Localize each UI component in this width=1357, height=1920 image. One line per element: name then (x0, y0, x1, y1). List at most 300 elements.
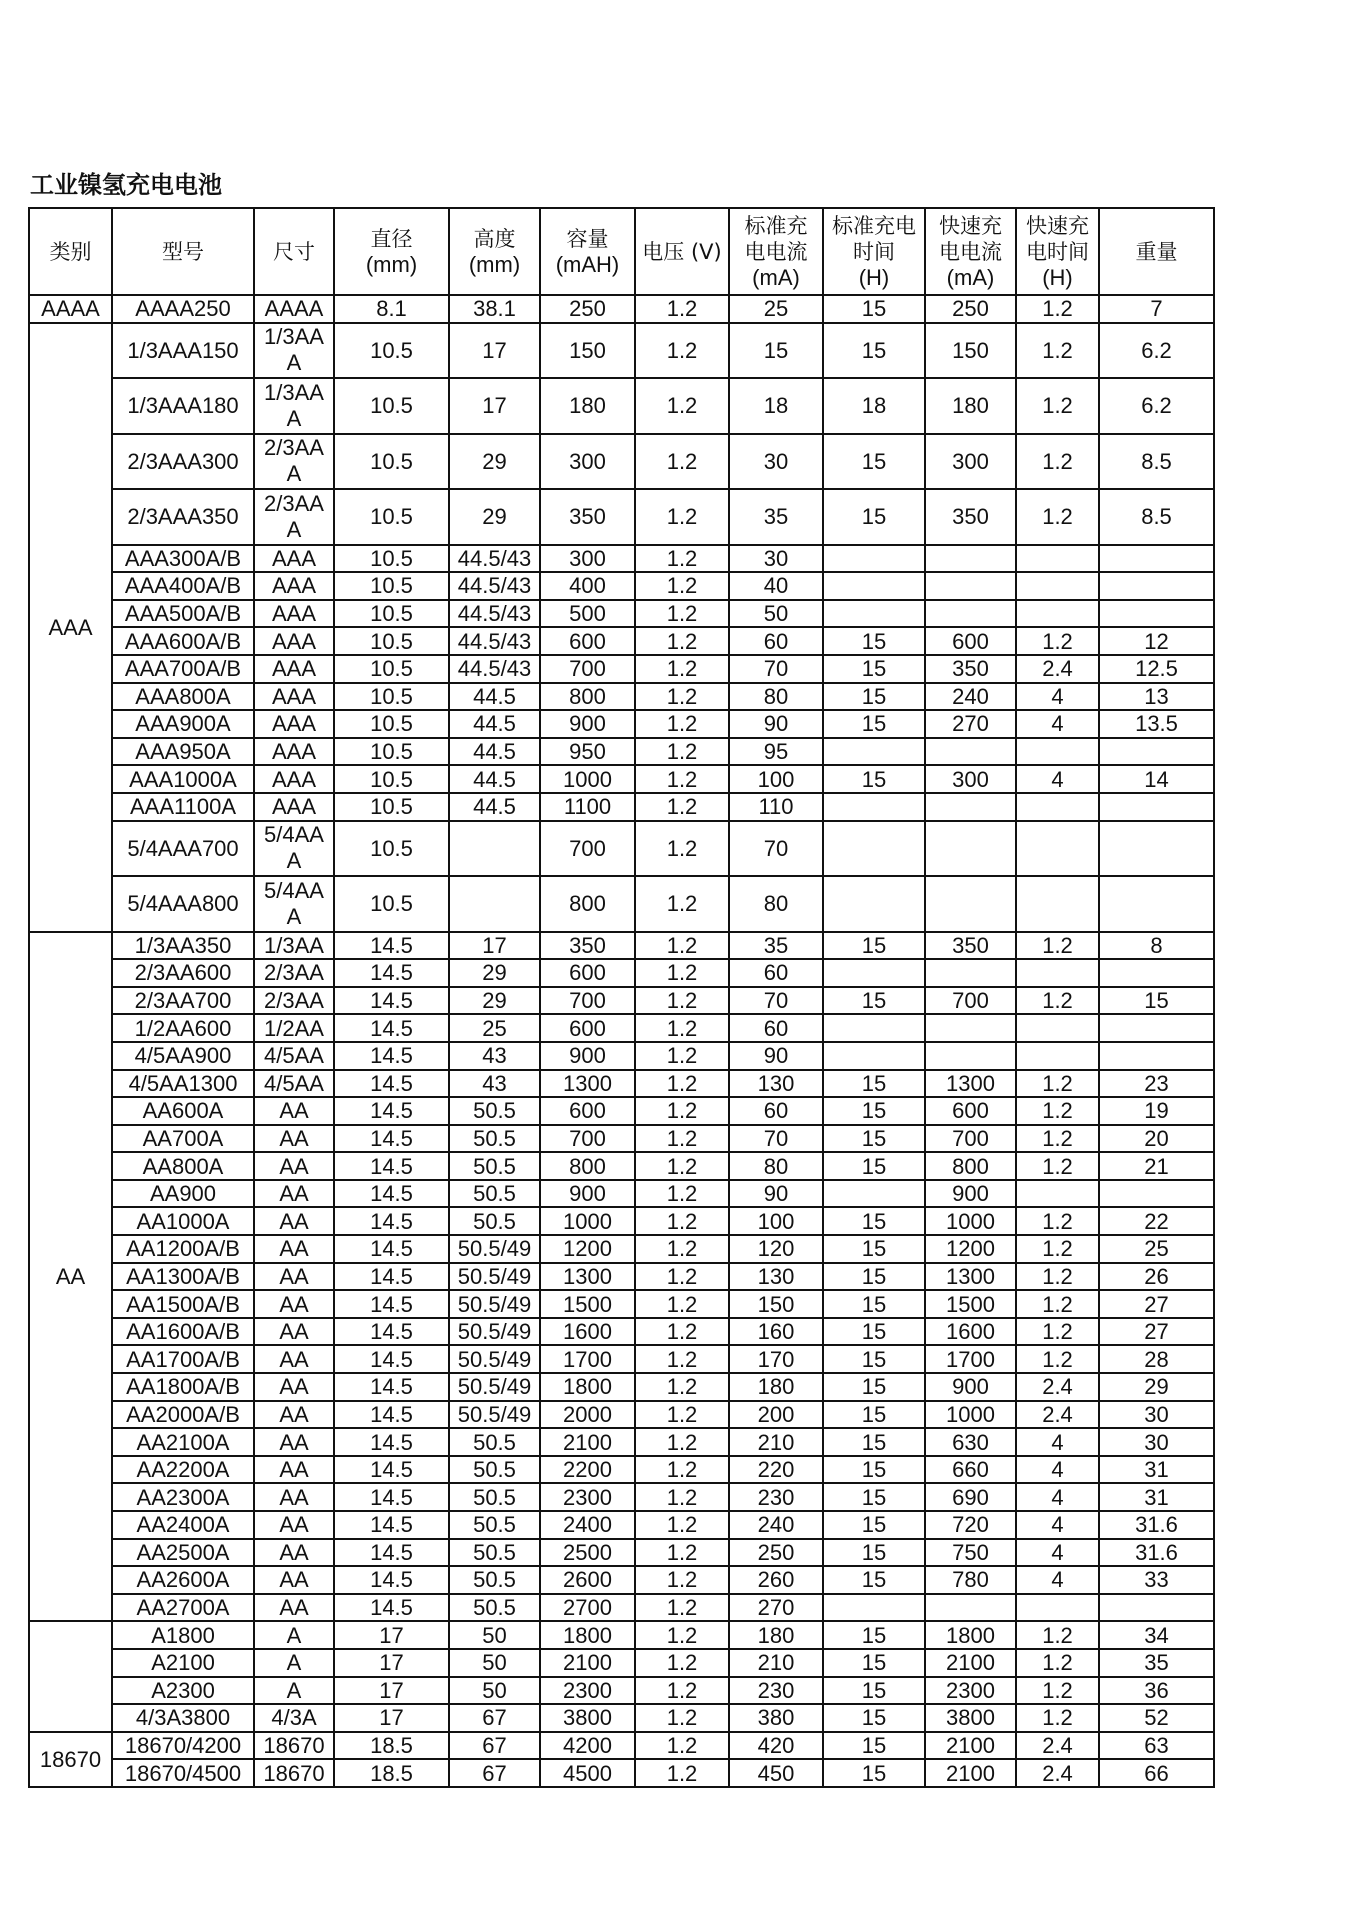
table-row (29, 1594, 1214, 1622)
cell-diameter: 14.5 (334, 1097, 449, 1125)
cell-std-charge-current: 420 (729, 1732, 823, 1760)
cell-weight: 29 (1099, 1373, 1214, 1401)
cell-fast-charge-time (1016, 793, 1099, 821)
cell-std-charge-time (823, 1180, 925, 1208)
cell-weight (1099, 1180, 1214, 1208)
size-label: 5/4AAA (264, 877, 324, 929)
cell-weight: 33 (1099, 1566, 1214, 1594)
cell-fast-charge-current: 600 (925, 1097, 1016, 1125)
cell-fast-charge-current: 350 (925, 932, 1016, 960)
cell-fast-charge-time (1016, 1042, 1099, 1070)
cell-voltage: 1.2 (635, 489, 729, 545)
table-row (29, 1483, 1214, 1511)
cell-model: AAA1000A (112, 765, 254, 793)
cell-height: 50.5 (449, 1428, 540, 1456)
cell-model: A2100 (112, 1649, 254, 1677)
cell-capacity: 300 (540, 434, 635, 490)
cell-std-charge-time: 15 (823, 1263, 925, 1291)
cell-capacity: 950 (540, 738, 635, 766)
header-unit: (mm) (468, 251, 521, 277)
cell-size: 2/3AA (254, 987, 334, 1015)
cell-voltage: 1.2 (635, 545, 729, 573)
cell-fast-charge-time (1016, 545, 1099, 573)
cell-capacity: 600 (540, 1014, 635, 1042)
cell-model: AAAA250 (112, 295, 254, 323)
cell-capacity: 350 (540, 932, 635, 960)
cell-size: AA (254, 1235, 334, 1263)
cell-std-charge-current: 130 (729, 1070, 823, 1098)
cell-height: 50.5 (449, 1566, 540, 1594)
cell-capacity: 250 (540, 295, 635, 323)
cell-fast-charge-current (925, 738, 1016, 766)
cell-weight (1099, 545, 1214, 573)
cell-std-charge-time: 15 (823, 295, 925, 323)
cell-weight: 20 (1099, 1125, 1214, 1153)
cell-std-charge-time: 15 (823, 1566, 925, 1594)
cell-voltage: 1.2 (635, 1097, 729, 1125)
cell-fast-charge-current: 3800 (925, 1704, 1016, 1732)
size-label: 1/3AAA (264, 379, 324, 431)
cell-fast-charge-current: 150 (925, 323, 1016, 379)
category-cell (29, 1621, 112, 1731)
table-row (29, 738, 1214, 766)
header-height (449, 208, 540, 295)
cell-fast-charge-time: 1.2 (1016, 1621, 1099, 1649)
cell-voltage: 1.2 (635, 876, 729, 932)
cell-height: 17 (449, 932, 540, 960)
cell-fast-charge-current: 2100 (925, 1732, 1016, 1760)
cell-weight: 8.5 (1099, 489, 1214, 545)
header-fast-charge-time (1016, 208, 1099, 295)
cell-model: 4/5AA1300 (112, 1070, 254, 1098)
cell-model: AA2200A (112, 1456, 254, 1484)
cell-diameter: 14.5 (334, 1428, 449, 1456)
cell-std-charge-time: 15 (823, 1621, 925, 1649)
cell-height: 50.5 (449, 1483, 540, 1511)
cell-std-charge-time: 15 (823, 1070, 925, 1098)
cell-fast-charge-current: 660 (925, 1456, 1016, 1484)
cell-std-charge-current: 120 (729, 1235, 823, 1263)
cell-capacity: 1100 (540, 793, 635, 821)
cell-model: AAA1100A (112, 793, 254, 821)
cell-height: 29 (449, 434, 540, 490)
cell-std-charge-current: 60 (729, 959, 823, 987)
cell-model: A2300 (112, 1677, 254, 1705)
cell-std-charge-time: 15 (823, 1456, 925, 1484)
table-row (29, 1539, 1214, 1567)
cell-diameter: 14.5 (334, 959, 449, 987)
cell-capacity: 800 (540, 1152, 635, 1180)
cell-model: AA1600A/B (112, 1318, 254, 1346)
table-row (29, 1263, 1214, 1291)
table-row (29, 793, 1214, 821)
header-label: 容量 (566, 226, 609, 251)
table-row (29, 987, 1214, 1015)
cell-model: AAA600A/B (112, 627, 254, 655)
cell-height: 44.5 (449, 765, 540, 793)
cell-fast-charge-time: 1.2 (1016, 295, 1099, 323)
table-row (29, 1428, 1214, 1456)
cell-height: 50.5/49 (449, 1401, 540, 1429)
cell-voltage: 1.2 (635, 1014, 729, 1042)
cell-height: 50.5 (449, 1207, 540, 1235)
cell-diameter: 10.5 (334, 738, 449, 766)
cell-fast-charge-time: 1.2 (1016, 1263, 1099, 1291)
cell-height: 50.5 (449, 1097, 540, 1125)
cell-std-charge-current: 90 (729, 710, 823, 738)
cell-std-charge-current: 220 (729, 1456, 823, 1484)
cell-fast-charge-time (1016, 572, 1099, 600)
cell-std-charge-time (823, 959, 925, 987)
size-label: 2/3AAA (264, 435, 324, 487)
cell-voltage: 1.2 (635, 1373, 729, 1401)
cell-height: 44.5/43 (449, 655, 540, 683)
cell-diameter: 14.5 (334, 1180, 449, 1208)
cell-diameter: 10.5 (334, 821, 449, 877)
cell-model: AAA800A (112, 683, 254, 711)
cell-height: 50.5/49 (449, 1235, 540, 1263)
cell-fast-charge-time: 2.4 (1016, 1373, 1099, 1401)
table-row (29, 295, 1214, 323)
cell-size: AA (254, 1263, 334, 1291)
cell-capacity: 2700 (540, 1594, 635, 1622)
cell-fast-charge-time: 4 (1016, 1456, 1099, 1484)
cell-diameter: 10.5 (334, 572, 449, 600)
cell-size: AAA (254, 655, 334, 683)
header-label: 重量 (1135, 239, 1178, 264)
table-row (29, 1014, 1214, 1042)
cell-std-charge-time: 15 (823, 1677, 925, 1705)
cell-std-charge-current: 15 (729, 323, 823, 379)
cell-std-charge-time (823, 793, 925, 821)
header-unit: (mA) (752, 264, 800, 290)
cell-fast-charge-time: 1.2 (1016, 1704, 1099, 1732)
cell-std-charge-current: 90 (729, 1180, 823, 1208)
cell-diameter: 14.5 (334, 1152, 449, 1180)
cell-model: 18670/4500 (112, 1759, 254, 1787)
table-row (29, 572, 1214, 600)
category-cell: AAA (29, 323, 112, 932)
cell-size: AA (254, 1566, 334, 1594)
cell-model: AA2600A (112, 1566, 254, 1594)
table-row (29, 655, 1214, 683)
cell-weight (1099, 572, 1214, 600)
cell-fast-charge-current: 750 (925, 1539, 1016, 1567)
table-row (29, 1125, 1214, 1153)
cell-size: AAA (254, 627, 334, 655)
cell-voltage: 1.2 (635, 1152, 729, 1180)
cell-model: 1/2AA600 (112, 1014, 254, 1042)
cell-weight (1099, 876, 1214, 932)
cell-capacity: 600 (540, 1097, 635, 1125)
cell-std-charge-current: 60 (729, 1097, 823, 1125)
cell-std-charge-current: 100 (729, 765, 823, 793)
cell-std-charge-time: 15 (823, 1290, 925, 1318)
cell-weight (1099, 793, 1214, 821)
cell-diameter: 14.5 (334, 1235, 449, 1263)
cell-std-charge-current: 180 (729, 1373, 823, 1401)
cell-voltage: 1.2 (635, 683, 729, 711)
cell-size: AA (254, 1180, 334, 1208)
cell-diameter: 10.5 (334, 876, 449, 932)
cell-height: 44.5/43 (449, 572, 540, 600)
cell-model: AA800A (112, 1152, 254, 1180)
cell-voltage: 1.2 (635, 821, 729, 877)
cell-fast-charge-current: 800 (925, 1152, 1016, 1180)
cell-model: 1/3AA350 (112, 932, 254, 960)
cell-fast-charge-time: 2.4 (1016, 655, 1099, 683)
cell-fast-charge-current: 1800 (925, 1621, 1016, 1649)
cell-fast-charge-current: 900 (925, 1180, 1016, 1208)
cell-fast-charge-time: 1.2 (1016, 987, 1099, 1015)
cell-height: 44.5 (449, 683, 540, 711)
cell-weight: 30 (1099, 1401, 1214, 1429)
cell-std-charge-time: 15 (823, 1483, 925, 1511)
cell-voltage: 1.2 (635, 959, 729, 987)
cell-fast-charge-current (925, 572, 1016, 600)
cell-height: 43 (449, 1042, 540, 1070)
cell-size: AA (254, 1345, 334, 1373)
cell-std-charge-current: 180 (729, 1621, 823, 1649)
cell-capacity: 700 (540, 821, 635, 877)
cell-fast-charge-current: 300 (925, 434, 1016, 490)
table-row (29, 710, 1214, 738)
cell-capacity: 2500 (540, 1539, 635, 1567)
cell-std-charge-current: 210 (729, 1649, 823, 1677)
cell-diameter: 14.5 (334, 1345, 449, 1373)
cell-weight (1099, 600, 1214, 628)
cell-fast-charge-time: 2.4 (1016, 1759, 1099, 1787)
cell-capacity: 900 (540, 710, 635, 738)
cell-fast-charge-current: 630 (925, 1428, 1016, 1456)
cell-height: 67 (449, 1759, 540, 1787)
cell-capacity: 700 (540, 1125, 635, 1153)
cell-diameter: 14.5 (334, 1566, 449, 1594)
cell-size: AAA (254, 572, 334, 600)
cell-height: 44.5 (449, 738, 540, 766)
cell-voltage: 1.2 (635, 1428, 729, 1456)
cell-capacity: 1600 (540, 1318, 635, 1346)
cell-fast-charge-time: 1.2 (1016, 1677, 1099, 1705)
cell-fast-charge-current (925, 1594, 1016, 1622)
table-row (29, 1401, 1214, 1429)
cell-std-charge-current: 450 (729, 1759, 823, 1787)
cell-voltage: 1.2 (635, 1511, 729, 1539)
cell-std-charge-time: 15 (823, 1649, 925, 1677)
cell-fast-charge-current: 1200 (925, 1235, 1016, 1263)
cell-diameter: 14.5 (334, 1290, 449, 1318)
cell-capacity: 700 (540, 987, 635, 1015)
cell-weight: 63 (1099, 1732, 1214, 1760)
cell-fast-charge-current (925, 959, 1016, 987)
table-row (29, 1732, 1214, 1760)
cell-std-charge-current: 160 (729, 1318, 823, 1346)
cell-diameter: 10.5 (334, 793, 449, 821)
cell-diameter: 10.5 (334, 710, 449, 738)
cell-weight (1099, 1042, 1214, 1070)
cell-fast-charge-current: 250 (925, 295, 1016, 323)
cell-std-charge-time: 15 (823, 1235, 925, 1263)
table-row (29, 1621, 1214, 1649)
header-label: 尺寸 (273, 239, 315, 264)
cell-model: 1/3AAA150 (112, 323, 254, 379)
cell-model: AA1500A/B (112, 1290, 254, 1318)
cell-capacity: 1700 (540, 1345, 635, 1373)
cell-model: AA2500A (112, 1539, 254, 1567)
table-body (29, 295, 1214, 1787)
cell-diameter: 10.5 (334, 489, 449, 545)
table-row (29, 876, 1214, 932)
cell-voltage: 1.2 (635, 1235, 729, 1263)
cell-std-charge-time: 15 (823, 1759, 925, 1787)
cell-fast-charge-current: 270 (925, 710, 1016, 738)
cell-weight: 30 (1099, 1428, 1214, 1456)
cell-fast-charge-time: 4 (1016, 1511, 1099, 1539)
cell-fast-charge-time: 1.2 (1016, 434, 1099, 490)
table-row (29, 434, 1214, 490)
cell-diameter: 14.5 (334, 1594, 449, 1622)
cell-height: 44.5 (449, 793, 540, 821)
cell-std-charge-time (823, 738, 925, 766)
cell-diameter: 17 (334, 1704, 449, 1732)
cell-fast-charge-current: 240 (925, 683, 1016, 711)
cell-std-charge-time: 15 (823, 1704, 925, 1732)
table-row (29, 323, 1214, 379)
header-diameter (334, 208, 449, 295)
cell-fast-charge-current: 1700 (925, 1345, 1016, 1373)
cell-weight: 14 (1099, 765, 1214, 793)
cell-height: 50.5/49 (449, 1345, 540, 1373)
header-voltage (635, 208, 729, 295)
cell-std-charge-time: 15 (823, 932, 925, 960)
cell-model: 5/4AAA700 (112, 821, 254, 877)
cell-fast-charge-time: 1.2 (1016, 1097, 1099, 1125)
cell-model: AAA400A/B (112, 572, 254, 600)
cell-std-charge-current: 60 (729, 1014, 823, 1042)
header-label: 直径 (370, 226, 413, 251)
cell-std-charge-time: 15 (823, 710, 925, 738)
cell-size: A (254, 1677, 334, 1705)
cell-size (254, 434, 334, 490)
cell-model: 2/3AAA350 (112, 489, 254, 545)
cell-voltage: 1.2 (635, 932, 729, 960)
cell-weight: 6.2 (1099, 323, 1214, 379)
cell-voltage: 1.2 (635, 1539, 729, 1567)
cell-size: AAA (254, 545, 334, 573)
cell-weight: 22 (1099, 1207, 1214, 1235)
cell-fast-charge-current: 780 (925, 1566, 1016, 1594)
header-size (254, 208, 334, 295)
size-label: 2/3AAA (264, 490, 324, 542)
cell-capacity: 2100 (540, 1428, 635, 1456)
cell-fast-charge-time: 4 (1016, 765, 1099, 793)
cell-model: 2/3AA600 (112, 959, 254, 987)
header-weight (1099, 208, 1214, 295)
category-cell: AAAA (29, 295, 112, 323)
cell-diameter: 14.5 (334, 1014, 449, 1042)
cell-std-charge-time: 15 (823, 1401, 925, 1429)
cell-height: 50.5/49 (449, 1373, 540, 1401)
cell-size: AA (254, 1207, 334, 1235)
cell-capacity: 800 (540, 876, 635, 932)
cell-diameter: 14.5 (334, 1511, 449, 1539)
cell-fast-charge-current: 700 (925, 987, 1016, 1015)
cell-diameter: 14.5 (334, 987, 449, 1015)
cell-model: AAA950A (112, 738, 254, 766)
cell-voltage: 1.2 (635, 1345, 729, 1373)
table-row (29, 1677, 1214, 1705)
cell-fast-charge-time (1016, 959, 1099, 987)
cell-capacity: 1500 (540, 1290, 635, 1318)
cell-fast-charge-current: 700 (925, 1125, 1016, 1153)
cell-fast-charge-current: 2100 (925, 1649, 1016, 1677)
cell-std-charge-current: 210 (729, 1428, 823, 1456)
cell-std-charge-current: 70 (729, 987, 823, 1015)
cell-diameter: 10.5 (334, 765, 449, 793)
cell-voltage: 1.2 (635, 793, 729, 821)
cell-height: 44.5/43 (449, 627, 540, 655)
cell-voltage: 1.2 (635, 1263, 729, 1291)
cell-height: 50.5 (449, 1125, 540, 1153)
cell-diameter: 14.5 (334, 932, 449, 960)
cell-fast-charge-time (1016, 1594, 1099, 1622)
cell-size (254, 378, 334, 434)
cell-size (254, 489, 334, 545)
cell-weight: 19 (1099, 1097, 1214, 1125)
cell-capacity: 1300 (540, 1263, 635, 1291)
cell-weight (1099, 738, 1214, 766)
cell-weight: 35 (1099, 1649, 1214, 1677)
cell-weight: 31 (1099, 1456, 1214, 1484)
cell-size: 4/5AA (254, 1070, 334, 1098)
cell-std-charge-time (823, 821, 925, 877)
cell-height: 50.5/49 (449, 1290, 540, 1318)
cell-capacity: 600 (540, 959, 635, 987)
cell-weight: 28 (1099, 1345, 1214, 1373)
cell-voltage: 1.2 (635, 295, 729, 323)
cell-fast-charge-current: 600 (925, 627, 1016, 655)
cell-diameter: 14.5 (334, 1456, 449, 1484)
cell-std-charge-time (823, 600, 925, 628)
cell-voltage: 1.2 (635, 655, 729, 683)
table-row (29, 1180, 1214, 1208)
cell-fast-charge-time: 1.2 (1016, 323, 1099, 379)
cell-size: AA (254, 1401, 334, 1429)
cell-size: 4/5AA (254, 1042, 334, 1070)
cell-model: AA1700A/B (112, 1345, 254, 1373)
cell-voltage: 1.2 (635, 1677, 729, 1705)
table-row (29, 765, 1214, 793)
cell-fast-charge-current: 720 (925, 1511, 1016, 1539)
cell-size: AA (254, 1373, 334, 1401)
cell-height: 50 (449, 1677, 540, 1705)
cell-std-charge-time: 15 (823, 323, 925, 379)
cell-size: AA (254, 1428, 334, 1456)
cell-voltage: 1.2 (635, 1483, 729, 1511)
cell-std-charge-time: 15 (823, 434, 925, 490)
cell-fast-charge-current (925, 1042, 1016, 1070)
header-unit: (H) (858, 264, 890, 290)
cell-voltage: 1.2 (635, 1649, 729, 1677)
cell-size: AA (254, 1290, 334, 1318)
cell-model: 4/5AA900 (112, 1042, 254, 1070)
cell-voltage: 1.2 (635, 323, 729, 379)
cell-voltage: 1.2 (635, 1125, 729, 1153)
cell-height: 50.5/49 (449, 1318, 540, 1346)
cell-fast-charge-time (1016, 600, 1099, 628)
cell-size: 1/3AA (254, 932, 334, 960)
cell-diameter: 14.5 (334, 1263, 449, 1291)
